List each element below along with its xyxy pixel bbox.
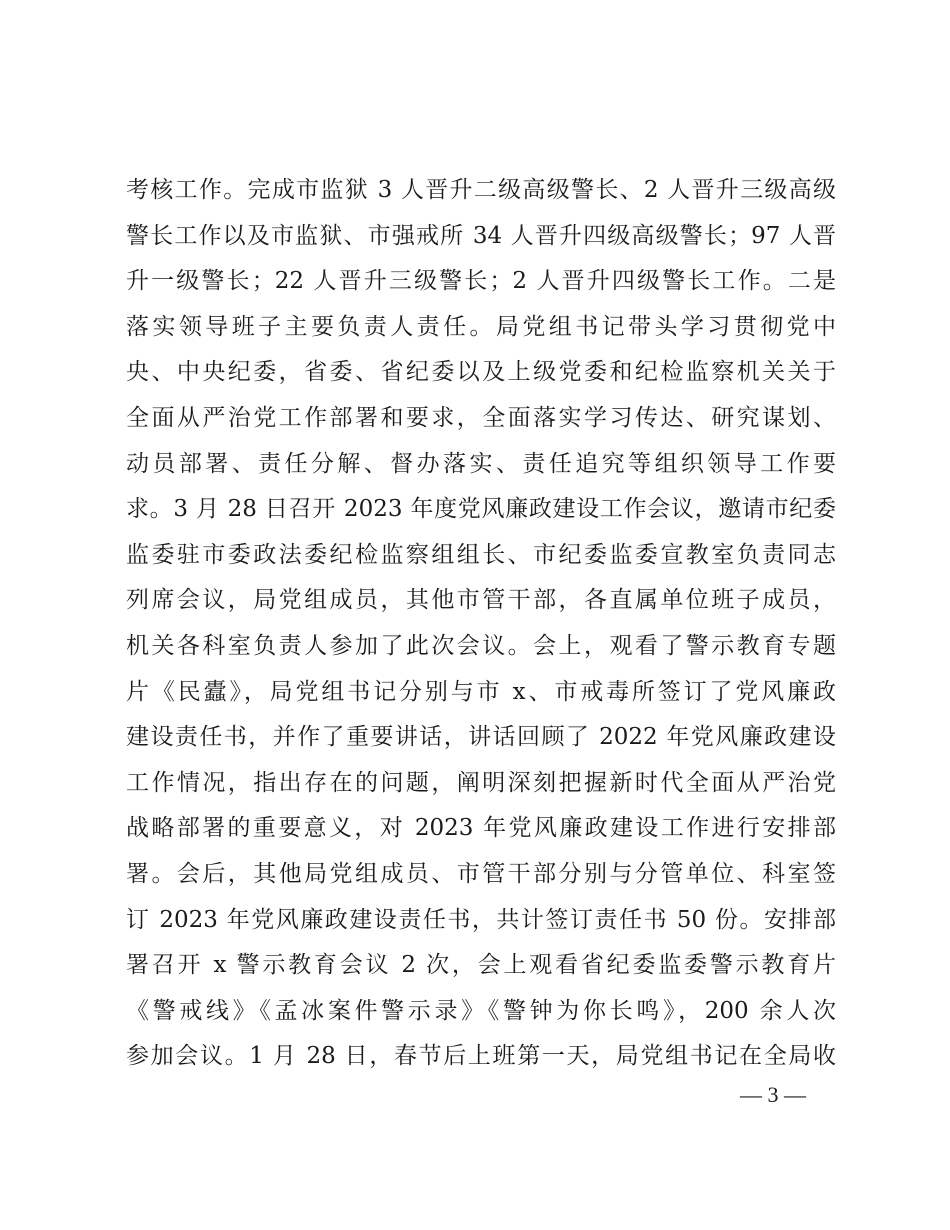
text-line: 机关各科室负责人参加了此次会议。会上，观看了警示教育专题 [126,632,836,659]
text-line: 警长工作以及市监狱、市强戒所 34 人晋升四级高级警长；97 人晋 [126,222,836,249]
text-line: 署召开 x 警示教育会议 2 次，会上观看省纪委监委警示教育片 [126,952,836,979]
text-line: 升一级警长；22 人晋升三级警长；2 人晋升四级警长工作。二是 [126,268,836,295]
text-line: 署。会后，其他局党组成员、市管干部分别与分管单位、科室签 [126,860,836,887]
body-text [126,168,836,1080]
text-line: 战略部署的重要意义，对 2023 年党风廉政建设工作进行安排部 [126,815,836,842]
text-line: 全面从严治党工作部署和要求，全面落实学习传达、研究谋划、 [126,404,836,431]
text-line: 列席会议，局党组成员，其他市管干部，各直属单位班子成员， [126,587,836,614]
text-line: 订 2023 年党风廉政建设责任书，共计签订责任书 50 份。安排部 [126,906,836,933]
page-number: — 3 — [740,1082,806,1107]
text-line: 监委驻市委政法委纪检监察组组长、市纪委监委宣教室负责同志 [126,541,836,568]
text-line: 动员部署、责任分解、督办落实、责任追究等组织领导工作要 [126,450,836,477]
text-line: 工作情况，指出存在的问题，阐明深刻把握新时代全面从严治党 [126,769,836,796]
text-line: 《警戒线》《孟冰案件警示录》《警钟为你长鸣》，200 余人次 [126,997,836,1024]
text-line: 参加会议。1 月 28 日，春节后上班第一天，局党组书记在全局收 [126,1043,836,1070]
text-line: 求。3 月 28 日召开 2023 年度党风廉政建设工作会议，邀请市纪委 [126,496,836,523]
text-line: 建设责任书，并作了重要讲话，讲话回顾了 2022 年党风廉政建设 [126,724,836,751]
text-line: 考核工作。完成市监狱 3 人晋升二级高级警长、2 人晋升三级高级 [126,177,836,203]
text-line: 片《民蠹》，局党组书记分别与市 x、市戒毒所签订了党风廉政 [126,678,836,705]
text-line: 央、中央纪委，省委、省纪委以及上级党委和纪检监察机关关于 [126,359,836,386]
text-line: 落实领导班子主要负责人责任。局党组书记带头学习贯彻党中 [126,313,836,340]
